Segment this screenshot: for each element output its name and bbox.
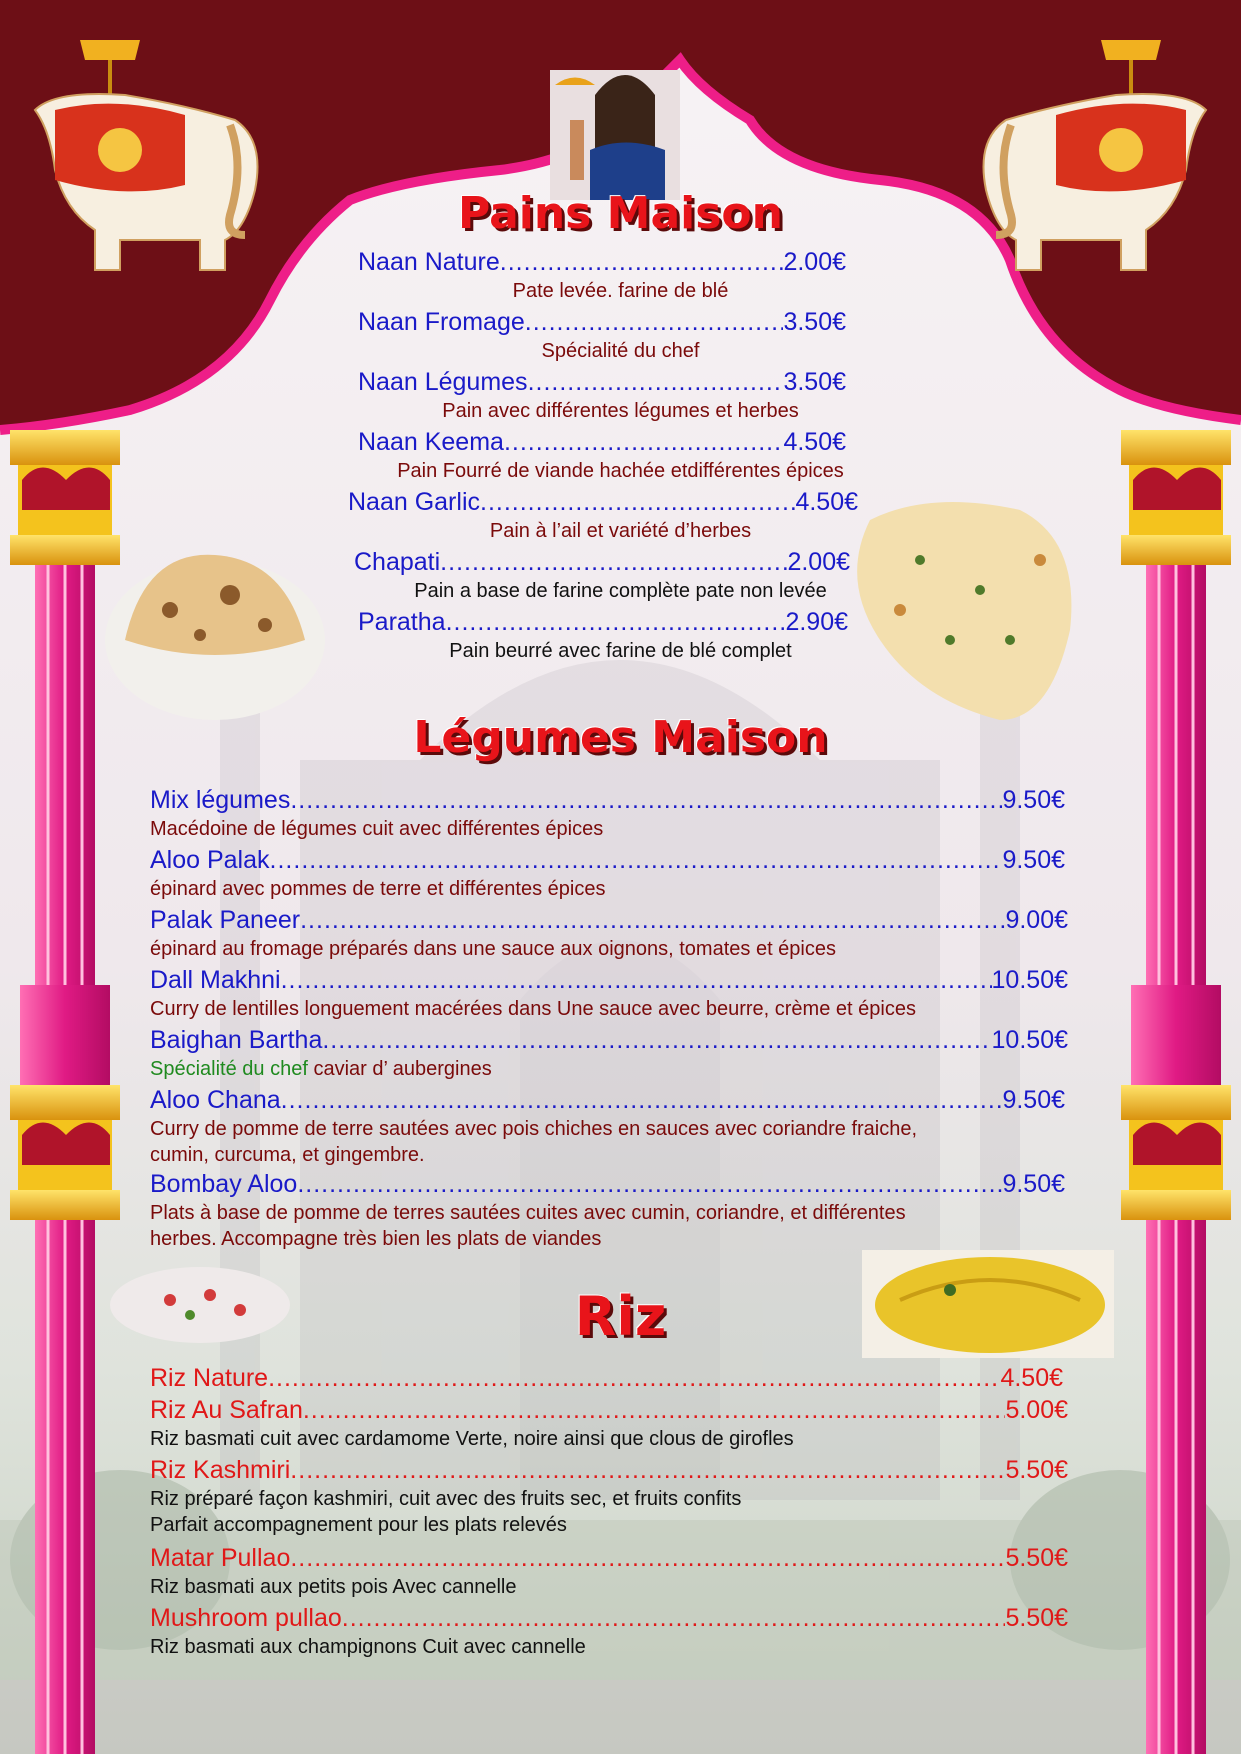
item-description: Pain avec différentes légumes et herbes [442, 400, 799, 422]
item-name: Naan Nature [358, 248, 500, 276]
menu-item [150, 906, 1068, 935]
menu-item [150, 1396, 1068, 1425]
item-description: Curry de pomme de terre sautées avec pois chiches en sauces avec coriandre fraiche, [150, 1118, 918, 1140]
item-description: Pate levée. farine de blé [512, 280, 729, 302]
dancer-with-lamp-image [550, 70, 680, 200]
section-title-pains: Pains Maison [458, 188, 783, 239]
menu-item [150, 1604, 1068, 1633]
leader-dots [281, 1086, 1003, 1115]
item-name: Matar Pullao [150, 1544, 291, 1572]
item-price: 2.00€ [787, 548, 850, 576]
menu-item [358, 608, 848, 637]
leader-dots [322, 1026, 991, 1055]
item-name: Aloo Palak [150, 846, 270, 874]
menu-item [354, 548, 850, 577]
item-description: Riz basmati aux petits pois Avec cannelle [150, 1576, 517, 1598]
item-price: 3.50€ [783, 368, 846, 396]
item-name: Naan Garlic [348, 488, 480, 516]
item-description: Riz préparé façon kashmiri, cuit avec des fruits sec, et fruits confits [150, 1488, 742, 1510]
menu-item [348, 488, 858, 517]
menu-item [150, 1544, 1068, 1573]
item-price: 4.50€ [795, 488, 858, 516]
menu-item [358, 368, 846, 397]
item-name: Palak Paneer [150, 906, 301, 934]
item-name: Riz Kashmiri [150, 1456, 291, 1484]
item-description: Riz basmati cuit avec cardamome Verte, noire ainsi que clous de girofles [150, 1428, 794, 1450]
item-description [150, 1058, 492, 1081]
leader-dots [440, 548, 787, 577]
item-name: Dall Makhni [150, 966, 281, 994]
item-description: épinard avec pommes de terre et différentes épices [150, 878, 606, 900]
leader-dots [342, 1604, 1006, 1633]
item-price: 9.50€ [1002, 1170, 1065, 1198]
leader-dots [297, 1170, 1002, 1199]
leader-dots [525, 308, 784, 337]
item-name: Riz Au Safran [150, 1396, 303, 1424]
item-description-line2: cumin, curcuma, et gingembre. [150, 1144, 425, 1166]
item-description: Pain a base de farine complète pate non levée [414, 580, 827, 602]
item-price: 9.00€ [1005, 906, 1068, 934]
leader-dots [290, 1456, 1005, 1485]
menu-item [150, 1456, 1068, 1485]
item-name: Aloo Chana [150, 1086, 281, 1114]
item-description: Pain beurré avec farine de blé complet [449, 640, 792, 662]
leader-dots [270, 846, 1003, 875]
item-price: 4.50€ [783, 428, 846, 456]
item-description: Plats à base de pomme de terres sautées cuites avec cumin, coriandre, et différentes [150, 1202, 906, 1224]
item-name: Bombay Aloo [150, 1170, 298, 1198]
leader-dots [300, 906, 1005, 935]
menu-item [358, 308, 846, 337]
item-price: 10.50€ [991, 1026, 1068, 1054]
item-description-line2: Parfait accompagnement pour les plats relevés [150, 1514, 567, 1536]
leader-dots [268, 1364, 1000, 1393]
item-price: 5.50€ [1005, 1456, 1068, 1484]
menu-item [150, 846, 1065, 875]
item-name: Paratha [358, 608, 446, 636]
item-description-text: caviar d’ aubergines [307, 1058, 492, 1080]
item-name: Mix légumes [150, 786, 291, 814]
item-name: Chapati [354, 548, 441, 576]
leader-dots [290, 786, 1002, 815]
leader-dots [446, 608, 786, 637]
section-title-legumes: Légumes Maison [413, 712, 828, 763]
menu-item [150, 966, 1068, 995]
leader-dots [290, 1544, 1005, 1573]
item-price: 4.50€ [1000, 1364, 1063, 1392]
leader-dots [528, 368, 784, 397]
item-price: 9.50€ [1002, 786, 1065, 814]
item-description: épinard au fromage préparés dans une sauce aux oignons, tomates et épices [150, 938, 836, 960]
item-description: Pain Fourré de viande hachée etdifférentes épices [397, 460, 844, 482]
menu-item [150, 786, 1065, 815]
menu-item [150, 1364, 1063, 1393]
item-description: Pain à l’ail et variété d’herbes [489, 520, 752, 542]
item-price: 10.50€ [991, 966, 1068, 994]
item-name: Naan Légumes [358, 368, 528, 396]
leader-dots [480, 488, 795, 517]
item-name: Naan Fromage [358, 308, 525, 336]
leader-dots [303, 1396, 1006, 1425]
item-price: 9.50€ [1002, 846, 1065, 874]
item-price: 2.00€ [783, 248, 846, 276]
item-description: Curry de lentilles longuement macérées dans Une sauce avec beurre, crème et épices [150, 998, 916, 1020]
section-title-riz: Riz [574, 1285, 667, 1348]
item-price: 3.50€ [783, 308, 846, 336]
item-price: 2.90€ [785, 608, 848, 636]
item-description: Macédoine de légumes cuit avec différentes épices [150, 818, 604, 840]
menu-item [150, 1170, 1065, 1199]
leader-dots [281, 966, 992, 995]
menu-item [358, 428, 846, 457]
item-name: Mushroom pullao [150, 1604, 342, 1632]
item-price: 5.00€ [1005, 1396, 1068, 1424]
item-name: Riz Nature [150, 1364, 269, 1392]
item-price: 5.50€ [1005, 1544, 1068, 1572]
item-name: Baighan Bartha [150, 1026, 323, 1054]
item-description: Spécialité du chef [541, 340, 700, 362]
item-price: 5.50€ [1005, 1604, 1068, 1632]
menu-item [150, 1086, 1065, 1115]
menu-item [150, 1026, 1068, 1055]
item-description: Riz basmati aux champignons Cuit avec cannelle [150, 1636, 586, 1658]
item-description-line2: herbes. Accompagne très bien les plats de viandes [150, 1228, 602, 1250]
item-name: Naan Keema [358, 428, 504, 456]
item-price: 9.50€ [1002, 1086, 1065, 1114]
menu-item [358, 248, 846, 277]
leader-dots [500, 248, 784, 277]
chef-special-label: Spécialité du chef [150, 1058, 308, 1080]
leader-dots [504, 428, 784, 457]
